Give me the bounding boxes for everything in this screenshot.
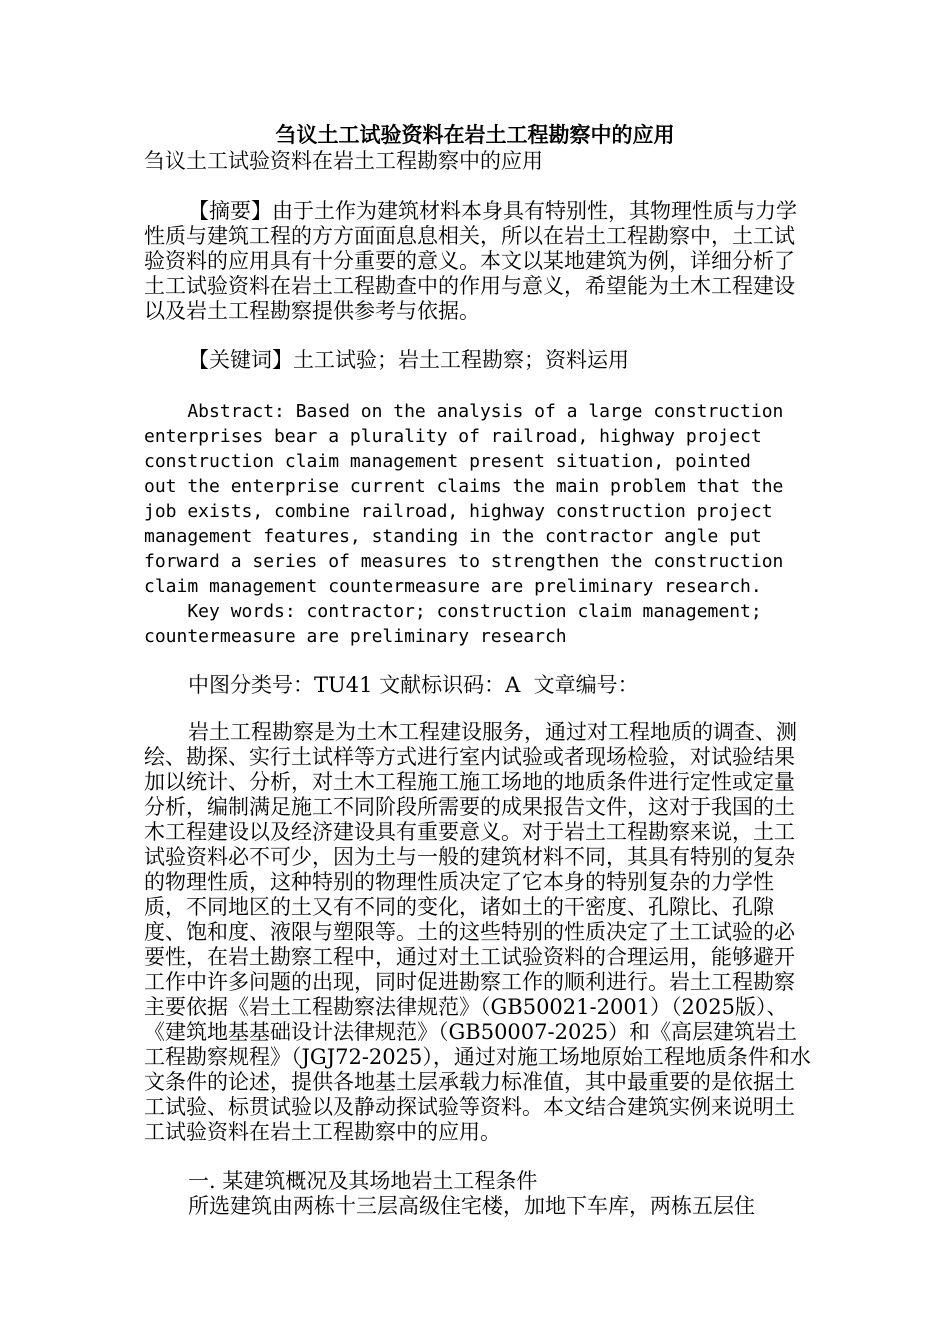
document-subtitle: 刍议土工试验资料在岩土工程勘察中的应用	[144, 149, 543, 173]
document-title: 刍议土工试验资料在岩土工程勘察中的应用	[275, 122, 675, 147]
abstract-en-line: out the enterprise current claims the main problem that the	[144, 476, 784, 497]
classification-line: 中图分类号：TU41 文献标识码：A 文章编号：	[188, 673, 639, 697]
keywords-en-line: countermeasure are preliminary research	[144, 626, 567, 647]
abstract-english	[144, 374, 814, 699]
keywords-en-line: Key words: contractor; construction claim management;	[144, 601, 762, 622]
section-first-line: 所选建筑由两栋十三层高级住宅楼，加地下车库，两栋五层住	[188, 1194, 755, 1218]
abstract-en-line: job exists, combine railroad, highway construction project	[144, 501, 773, 522]
abstract-chinese: 【摘要】由于土作为建筑材料本身具有特别性，其物理性质与力学性质与建筑工程的方方面面息息相关，所以在岩土工程勘察中，土工试验资料的应用具有十分重要的意义。本文以某地建筑为例，详细分析了土工试验资料在岩土工程勘查中的作用与意义，希望能为土木工程建设以及岩土工程勘察提供参考与依据。	[144, 199, 797, 323]
abstract-en-line: Abstract: Based on the analysis of a large construction	[144, 401, 784, 422]
section-heading: 一. 某建筑概况及其场地岩土工程条件	[188, 1169, 538, 1193]
body-paragraph: 岩土工程勘察是为土木工程建设服务，通过对工程地质的调查、测绘、勘探、实行土试样等方式进行室内试验或者现场检验，对试验结果加以统计、分析，对土木工程施工施工场地的地质条件进行定性或定量分析，编制满足施工不同阶段所需要的成果报告文件，这对于我国的土木工程建设以及经济建设具有重要意义。对于岩土工程勘察来说，土工试验资料必不可少，因为土与一般的建筑材料不同，其具有特别的复杂的物理性质，这种特别的物理性质决定了它本身的特别复杂的力学性质，不同地区的土又有不同的变化，诸如土的干密度、孔隙比、孔隙度、饱和度、液限与塑限等。土的这些特别的性质决定了土工试验的必要性，在岩土勘察工程中，通过对土工试验资料的合理运用，能够避开工作中许多问题的出现，同时促进勘察工作的顺利进行。岩土工程勘察主要依据《岩土工程勘察法律规范》（GB50021-2001）（2025版）、《建筑地基基础设计法律规范》（GB50007-2025）和《高层建筑岩土工程勘察规程》（JGJ72-2025），通过对施工场地原始工程地质条件和水文条件的论述，提供各地基土层承载力标准值，其中最重要的是依据土工试验、标贯试验以及静动探试验等资料。本文结合建筑实例来说明土工试验资料在岩土工程勘察中的应用。	[144, 720, 811, 1144]
abstract-en-line: forward a series of measures to strengthen the construction	[144, 551, 784, 572]
abstract-en-line: enterprises bear a plurality of railroad, highway project	[144, 426, 762, 447]
keywords-chinese: 【关键词】土工试验；岩土工程勘察；资料运用	[188, 348, 629, 372]
abstract-en-line: claim management countermeasure are preliminary research.	[144, 576, 762, 597]
abstract-en-line: management features, standing in the contractor angle put	[144, 526, 762, 547]
abstract-en-line: construction claim management present situation, pointed	[144, 451, 751, 472]
